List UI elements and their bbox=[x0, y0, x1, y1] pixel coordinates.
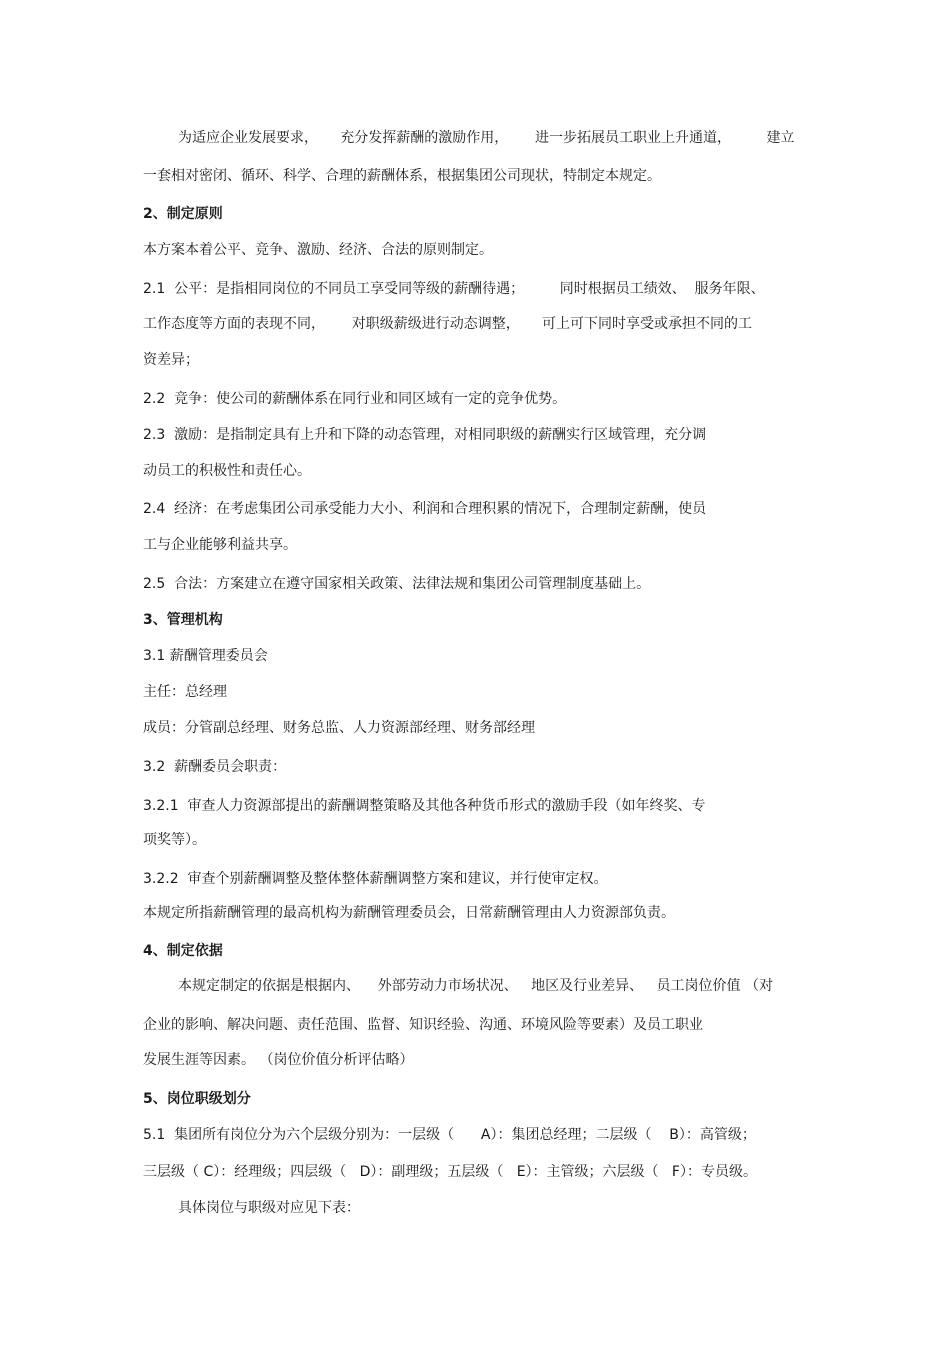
basis-line-1: 本规定制定的依据是根据内、 外部劳动力市场状况、 地区及行业差异、 员工岗位价值 （对 bbox=[178, 978, 773, 994]
item-2-3-line-2: 动员工的积极性和责任心。 bbox=[143, 463, 311, 479]
table-intro: 具体岗位与职级对应见下表： bbox=[178, 1200, 360, 1216]
item-2-4-line-2: 工与企业能够利益共享。 bbox=[143, 537, 297, 553]
item-2-3-line-1: 2.3 激励：是指制定具有上升和下降的动态管理，对相同职级的薪酬实行区域管理，充分调 bbox=[143, 427, 707, 443]
principles-intro: 本方案本着公平、竞争、激励、经济、合法的原则制定。 bbox=[143, 242, 493, 258]
heading-principles: 2、制定原则 bbox=[143, 206, 223, 222]
item-5-1-line-1: 5.1 集团所有岗位分为六个层级分别为：一层级（ A）：集团总经理；二层级（ B）：高管级； bbox=[143, 1127, 756, 1143]
item-2-2: 2.2 竞争：使公司的薪酬体系在同行业和同区域有一定的竞争优势。 bbox=[143, 391, 567, 407]
item-3-2-2: 3.2.2 审查个别薪酬调整及整体整体薪酬调整方案和建议，并行使审定权。 bbox=[143, 871, 608, 887]
item-2-1-line-3: 资差异； bbox=[143, 352, 199, 368]
item-3-1: 3.1 薪酬管理委员会 bbox=[143, 648, 268, 664]
director-line: 主任：总经理 bbox=[143, 684, 227, 700]
management-summary: 本规定所指薪酬管理的最高机构为薪酬管理委员会，日常薪酬管理由人力资源部负责。 bbox=[143, 905, 675, 921]
item-2-5: 2.5 合法：方案建立在遵守国家相关政策、法律法规和集团公司管理制度基础上。 bbox=[143, 576, 651, 592]
item-3-2: 3.2 薪酬委员会职责： bbox=[143, 759, 287, 775]
intro-line-2: 一套相对密闭、循环、科学、合理的薪酬体系，根据集团公司现状，特制定本规定。 bbox=[143, 168, 661, 184]
item-3-2-1-line-2: 项奖等）。 bbox=[143, 832, 206, 848]
item-2-1-line-1: 2.1 公平：是指相同岗位的不同员工享受同等级的薪酬待遇； 同时根据员工绩效、 服务年限、 bbox=[143, 281, 765, 297]
intro-line-1: 为适应企业发展要求， 充分发挥薪酬的激励作用， 进一步拓展员工职业上升通道， 建立 bbox=[178, 130, 795, 146]
heading-basis: 4、制定依据 bbox=[143, 943, 223, 959]
item-3-2-1-line-1: 3.2.1 审查人力资源部提出的薪酬调整策略及其他各种货币形式的激励手段（如年终奖、专 bbox=[143, 798, 706, 814]
item-2-4-line-1: 2.4 经济：在考虑集团公司承受能力大小、利润和合理积累的情况下，合理制定薪酬，使员 bbox=[143, 501, 707, 517]
basis-line-3: 发展生涯等因素。 （岗位价值分析评估略） bbox=[143, 1052, 414, 1068]
basis-line-2: 企业的影响、解决问题、责任范围、监督、知识经验、沟通、环境风险等要素）及员工职业 bbox=[143, 1017, 703, 1033]
heading-grades: 5、岗位职级划分 bbox=[143, 1091, 251, 1107]
heading-management: 3、管理机构 bbox=[143, 612, 223, 628]
item-5-1-line-2: 三层级（ C）：经理级；四层级（ D）：副理级；五层级（ E）：主管级；六层级（ F）：专员级。 bbox=[143, 1164, 757, 1180]
item-2-1-line-2: 工作态度等方面的表现不同， 对职级薪级进行动态调整， 可上可下同时享受或承担不同的工 bbox=[143, 316, 752, 332]
members-line: 成员：分管副总经理、财务总监、人力资源部经理、财务部经理 bbox=[143, 720, 535, 736]
